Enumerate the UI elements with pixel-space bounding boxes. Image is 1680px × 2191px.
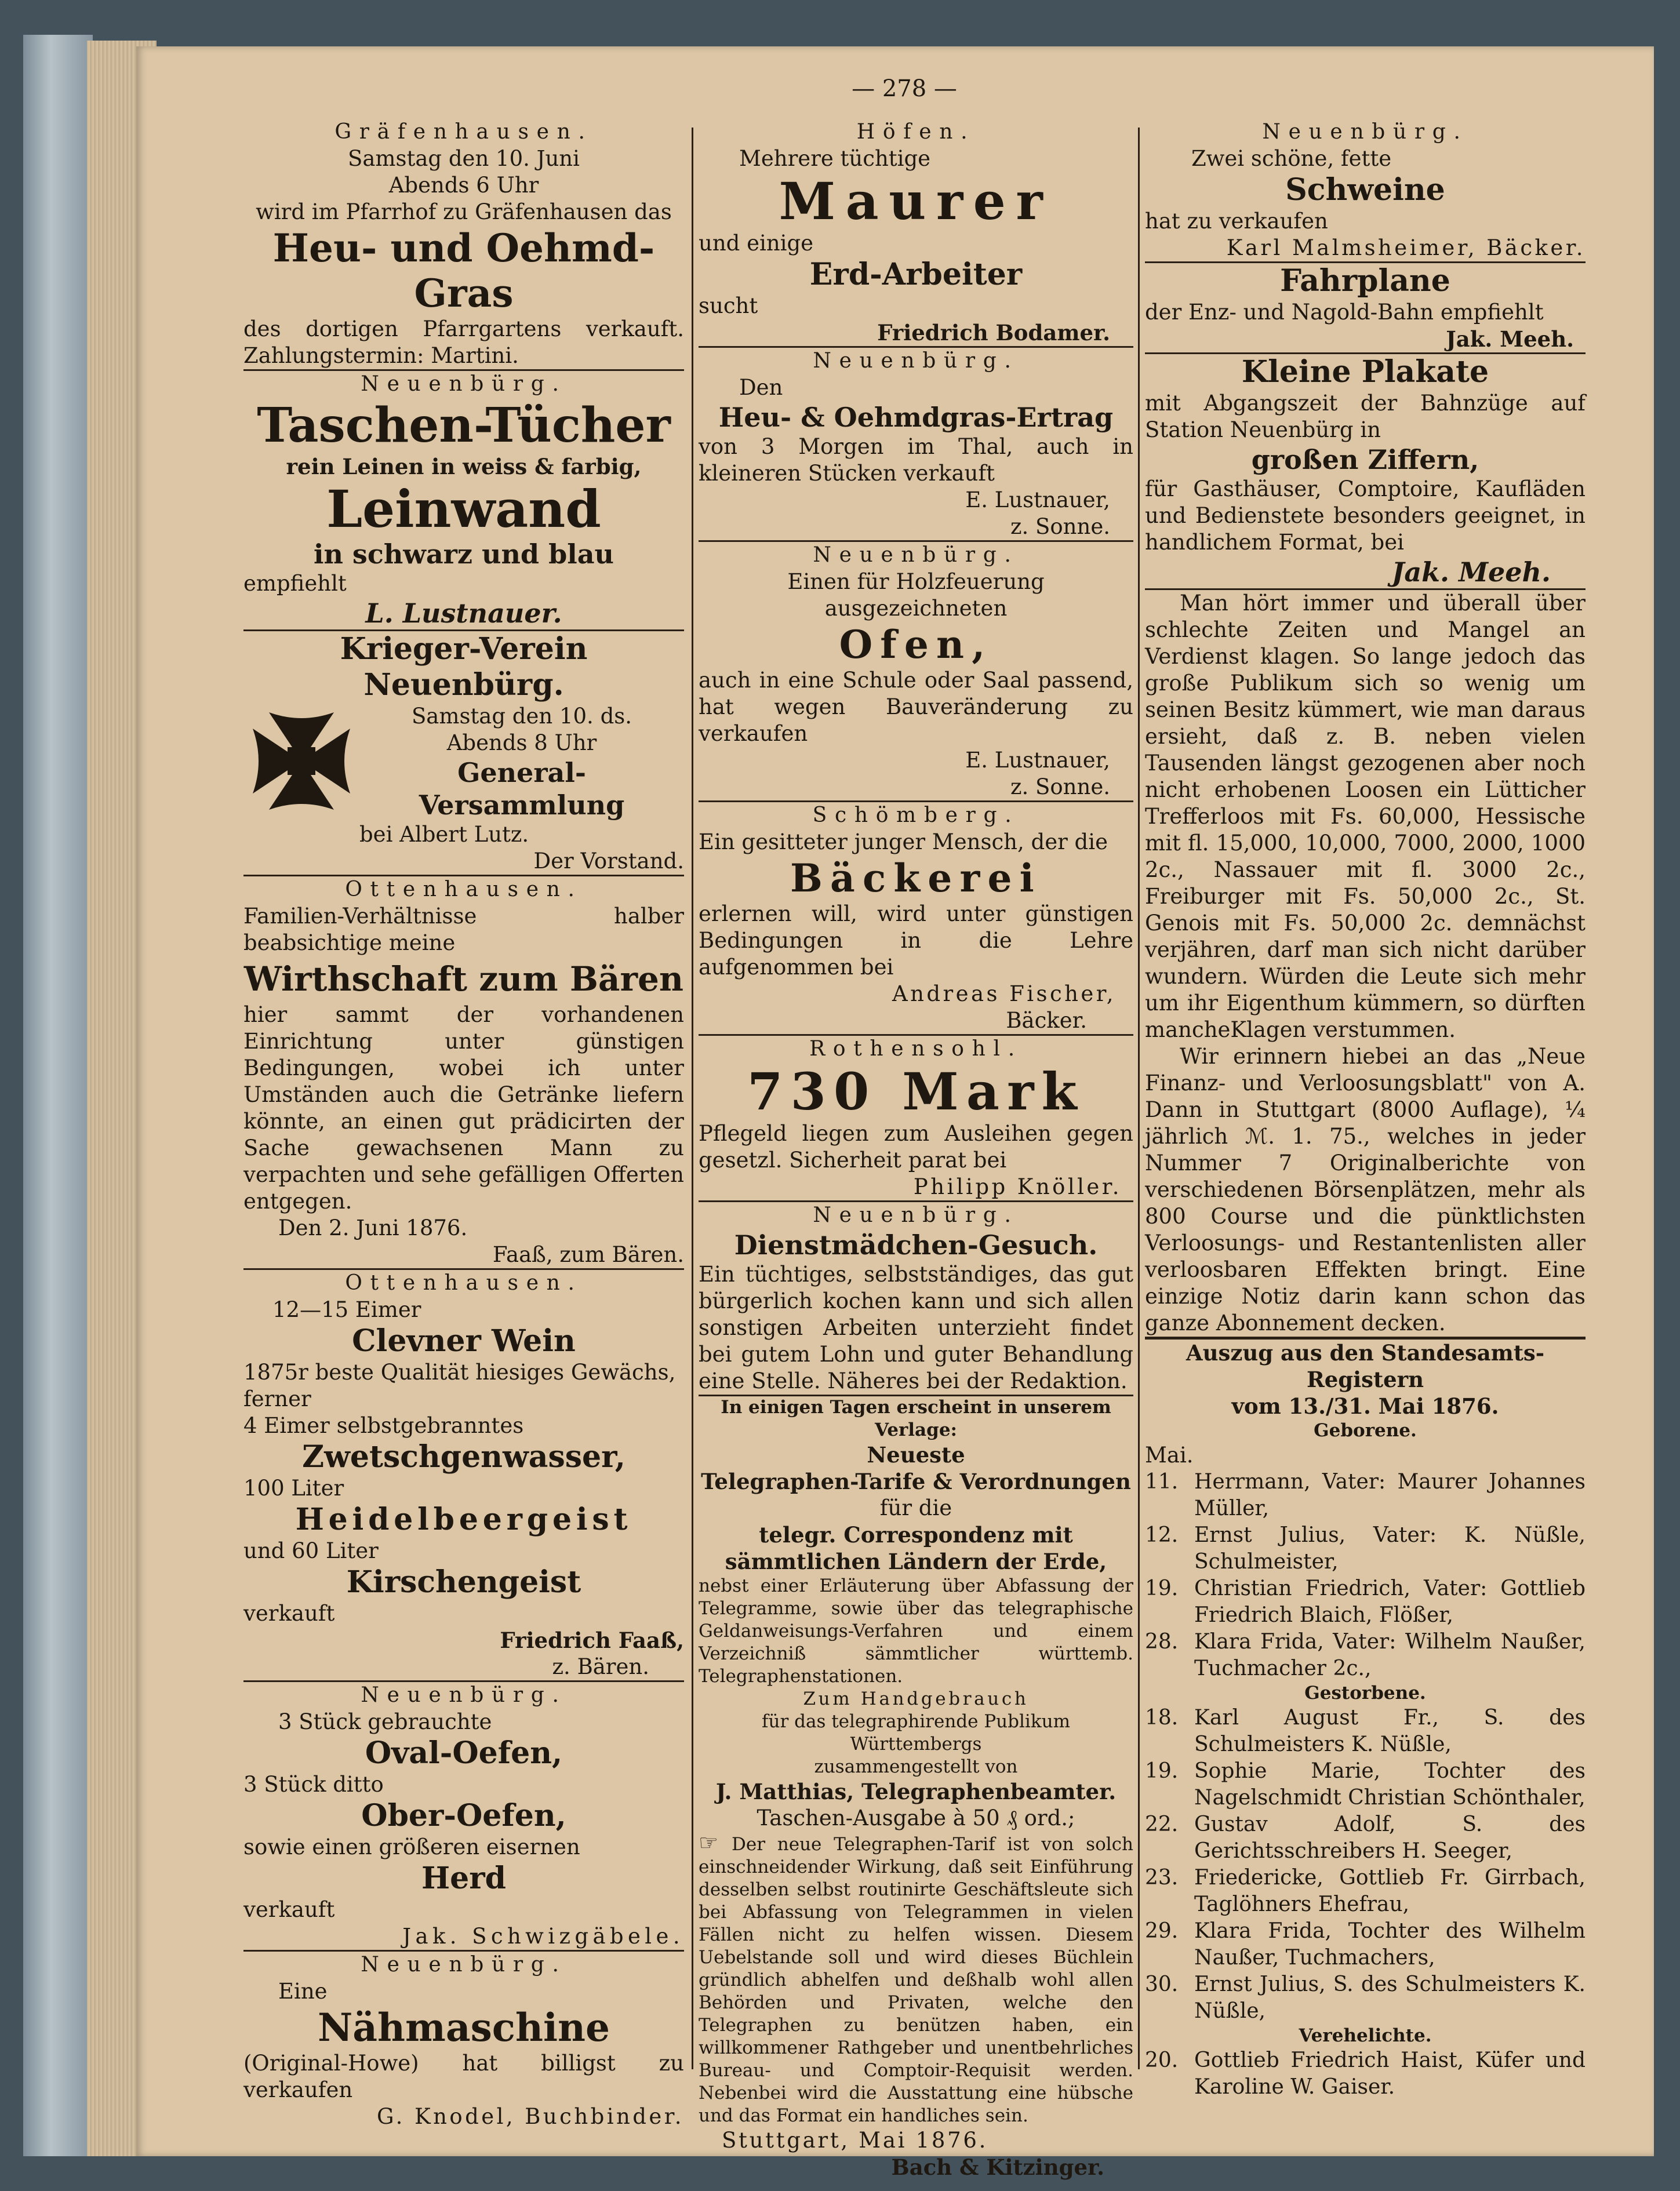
register-month: Mai. (1145, 1443, 1194, 1468)
ad-item: Herd (421, 1861, 506, 1896)
ad-signature: Jak. Meeh. (1391, 556, 1551, 588)
ad-graefenhausen (243, 119, 684, 369)
ad-schweine (1145, 119, 1586, 261)
ad-item: Dienstmädchen-Gesuch. (734, 1229, 1098, 1261)
ad-quantity: 100 Liter (243, 1476, 344, 1501)
ad-date: Samstag den 10. ds. (411, 704, 632, 729)
ad-place: Neuenbürg. (813, 543, 1019, 567)
ad-signature: z. Sonne. (1010, 514, 1110, 539)
ad-pre: Den (739, 375, 783, 400)
ad-date: Stuttgart, Mai 1876. (722, 2128, 988, 2153)
ad-item: Leinwand (326, 479, 601, 539)
column-middle (699, 119, 1133, 2181)
register-text: Ernst Julius, Vater: K. Nüßle, Schulmeister, (1194, 1523, 1586, 1574)
register-heading: Gestorbene. (1304, 1683, 1426, 1704)
ad-wirthschaft (243, 876, 684, 1268)
register-day: 22. (1145, 1813, 1179, 1836)
register-entry (1145, 1758, 1586, 1811)
register-day: 19. (1145, 1577, 1179, 1600)
register-text: Friedericke, Gottlieb Fr. Girrbach, Taglöhners Ehefrau, (1194, 1866, 1586, 1916)
ad-oefen (243, 1682, 684, 1950)
ad-verb: verkauft (243, 1601, 335, 1626)
ad-pre: Eine (278, 1979, 328, 2004)
register-entry (1145, 2047, 1586, 2101)
ad-maurer (699, 119, 1133, 346)
register-text: Karl August Fr., S. des Schulmeisters K. Nüßle, (1194, 1706, 1586, 1756)
ad-line: Mehrere tüchtige (739, 146, 931, 171)
ad-place: Gräfenhausen. (334, 120, 593, 144)
ad-text: des dortigen Pfarrgartens verkauft. Zahlungstermin: Martini. (243, 316, 684, 368)
ad-signature: Jak. Schwizgäbele. (402, 1924, 684, 1949)
register-born-list (1145, 1469, 1586, 1682)
book-spine (23, 35, 93, 2156)
ad-author: J. Matthias, Telegraphenbeamter. (715, 1779, 1117, 1804)
register-day: 12. (1145, 1523, 1179, 1547)
ad-line: mit Abgangszeit der Bahnzüge auf Station Neuenbürg in (1145, 391, 1586, 442)
ad-line: Neueste (867, 1442, 965, 1468)
ad-text: von 3 Morgen im Thal, auch in kleineren Stücken verkauft (699, 434, 1133, 486)
ad-baeckerei (699, 802, 1133, 1034)
column-right (1145, 119, 1586, 2101)
ad-signature: Philipp Knöller. (913, 1174, 1122, 1199)
register-day: 30. (1145, 1972, 1179, 1996)
ad-heu-oehmdgras (699, 348, 1133, 540)
ad-text: erlernen will, wird unter günstigen Bedingungen in die Lehre aufgenommen bei (699, 901, 1133, 980)
ad-item: Zwetschgenwasser, (302, 1439, 626, 1475)
register-entry (1145, 1575, 1586, 1629)
ad-item: Ober-Oefen, (361, 1798, 566, 1833)
register-entry (1145, 1629, 1586, 1682)
ad-signature: z. Bären. (552, 1654, 649, 1679)
ad-signature: Friedrich Bodamer. (877, 320, 1110, 345)
ad-item: Schweine (1285, 172, 1445, 208)
ad-place: Neuenbürg. (1262, 120, 1468, 144)
ad-place: Neuenbürg. (813, 349, 1019, 373)
ad-item: Fahrplane (1280, 263, 1450, 299)
ad-ofen (699, 542, 1133, 800)
register-entry (1145, 1918, 1586, 1971)
ad-naehmaschine (243, 1952, 684, 2130)
ad-notice-text: Der neue Telegraphen-Tarif ist von solch einschneidender Wirkung, daß seit Einführung desselben selbst routinirte Geschäftsleute sich bei Abfassung von Telegrammen in vielen Fällen nicht zu helfen wissen. Diesem Uebelstande soll und wird dieses Büchlein gründlich abhelfen und deßhalb wohl allen Behörden und Privaten, welche den Telegraphen zu benützen haben, ein willkommener Rathgeber und unentbehrliches Bureau- und Comptoir-Requisit werden. Nebenbei wird die Ausstattung eine hübsche und das Format ein handliches sein. (699, 1834, 1133, 2126)
ad-quantity: und 60 Liter (243, 1538, 379, 1563)
ad-line: für das telegraphirende Publikum Württembergs (762, 1711, 1070, 1755)
ad-item: großen Ziffern, (1251, 444, 1479, 475)
ad-dienstmaedchen (699, 1202, 1133, 1395)
ad-price: Taschen-Ausgabe à 50 ₰ ord.; (757, 1806, 1075, 1830)
register-text: Gustav Adolf, S. des Gerichtsschreibers H. Seeger, (1194, 1813, 1586, 1863)
ad-verb: sucht (699, 293, 758, 318)
ad-signature: Jak. Meeh. (1446, 326, 1574, 352)
ad-date: Den 2. Juni 1876. (278, 1215, 468, 1240)
ad-text: der Enz- und Nagold-Bahn empfiehlt (1145, 300, 1544, 325)
register-extract (1145, 1340, 1586, 2101)
ad-text: hier sammt der vorhandenen Einrichtung unter günstigen Bedingungen, wobei ich unter Umständen auch die Getränke liefern könnte, an einen gut prädicirten der Sache gewachsenen Mann zu verpachten und sehe gefälligen Offerten entgegen. (243, 1002, 684, 1214)
ad-signature: E. Lustnauer, (965, 487, 1110, 512)
ad-subline: in schwarz und blau (313, 538, 614, 570)
register-entry (1145, 1865, 1586, 1918)
ad-line: wird im Pfarrhof zu Gräfenhausen das (256, 199, 672, 224)
article-loose (1145, 590, 1586, 1337)
ad-line: telegr. Correspondenz mit sämmtlichen Ländern der Erde, (725, 1522, 1107, 1574)
register-heading: Verehelichte. (1299, 2025, 1432, 2046)
column-left (243, 119, 684, 2130)
register-entry (1145, 1469, 1586, 1522)
ad-item: Kirschengeist (346, 1564, 581, 1600)
register-died-list (1145, 1705, 1586, 2025)
ad-signature: Faaß, zum Bären. (492, 1242, 684, 1267)
ad-quantity: 3 Stück ditto (243, 1772, 384, 1797)
ad-line: Zwei schöne, fette (1191, 146, 1392, 171)
ad-text: für Gasthäuser, Comptoire, Kaufläden und Bedienstete besonders geeignet, in handlichem Format, bei (1145, 476, 1586, 555)
register-title: vom 13./31. Mai 1876. (1231, 1393, 1499, 1419)
ad-730-mark (699, 1036, 1133, 1200)
ad-fahrplane (1145, 263, 1586, 352)
register-title: Auszug aus den Standesamts-Registern (1186, 1340, 1545, 1392)
ad-title: Krieger-Verein Neuenbürg. (340, 631, 588, 703)
column-rule-right (1138, 128, 1140, 2069)
ad-item: Heu- & Oehmdgras-Ertrag (718, 402, 1114, 433)
ad-place: Rothensohl. (809, 1037, 1023, 1061)
ad-text: (Original-Howe) hat billigst zu verkaufen (243, 2051, 684, 2102)
ad-text: Ein tüchtiges, selbstständiges, das gut bürgerlich kochen kann und sich allen sonstigen Arbeiten unterzieht findet bei gutem Lohn und guter Behandlung eine Stelle. Näheres bei der Redaktion. (699, 1262, 1133, 1393)
ad-place: Höfen. (856, 120, 976, 144)
ad-signature: G. Knodel, Buchbinder. (376, 2104, 684, 2129)
ad-text: Pflegeld liegen zum Ausleihen gegen gesetzl. Sicherheit parat bei (699, 1121, 1133, 1173)
ad-item: Kleine Plakate (1241, 354, 1489, 390)
ad-place: Ottenhausen. (345, 1271, 583, 1295)
ad-quantity: 3 Stück gebrauchte (278, 1709, 492, 1734)
ad-signature: Friedrich Faaß, (500, 1628, 684, 1653)
register-day: 18. (1145, 1706, 1179, 1730)
ad-location: bei Albert Lutz. (359, 822, 529, 847)
register-text: Ernst Julius, S. des Schulmeisters K. Nüßle, (1194, 1972, 1586, 2023)
ad-line: für die (879, 1495, 952, 1520)
ad-line: und einige (699, 231, 814, 256)
iron-cross-icon (243, 703, 359, 819)
ad-line: 4 Eimer selbstgebranntes (243, 1413, 524, 1438)
ad-line: 1875r beste Qualität hiesiges Gewächs, (243, 1360, 676, 1385)
ad-item: Heidelbeergeist (295, 1502, 632, 1537)
ad-telegraphen-tarife (699, 1396, 1133, 2181)
ad-line: ferner (243, 1386, 311, 1411)
register-text: Gottlieb Friedrich Haist, Küfer und Karoline W. Gaiser. (1194, 2048, 1586, 2099)
ad-line: Einen für Holzfeuerung ausgezeichneten (787, 569, 1045, 621)
ad-item: Nähmaschine (317, 2005, 610, 2050)
column-rule-left (692, 128, 693, 2069)
ad-item: Wirthschaft zum Bären (243, 959, 684, 999)
ad-title: Telegraphen-Tarife & Verordnungen (701, 1469, 1131, 1494)
article-paragraph: Man hört immer und überall über schlechte Zeiten und Mangel an Verdienst klagen. So lange jedoch das große Publikum sich so wenig um seinen Besitz kümmert, wie man daraus ersieht, daß z. B. neben vielen Tausenden längst gezogenen aber noch nicht erhobenen Loosen ein Lütticher Trefferloos mit Fs. 60,000, Hessische mit fl. 15,000, 10,000, 7000, 2000, 1000 2c., Nassauer mit fl. 3000 2c., Freiburger mit Fs. 50,000 2c., St. Genois mit Fs. 50,000 2c. demnächst verjähren, darf man sich nicht darüber wundern. Würden die Leute sich mehr um ihr Eigenthum kümmern, so dürften mancheKlagen verstummen. (1145, 591, 1586, 1042)
ad-item: Maurer (779, 171, 1053, 231)
ad-item: Heu- und Oehmd-Gras (272, 225, 655, 316)
ad-line: zusammengestellt von (814, 1756, 1018, 1777)
ad-line: hat zu verkaufen (1145, 209, 1328, 234)
ad-place: Schömberg. (812, 803, 1020, 827)
ad-signature: L. Lustnauer. (365, 598, 562, 629)
ad-line: Zum Handgebrauch (803, 1688, 1029, 1709)
ad-signature: Andreas Fischer, (892, 981, 1116, 1006)
ad-place: Neuenbürg. (361, 372, 567, 396)
ad-intro: In einigen Tagen erscheint in unserem Verlage: (721, 1397, 1111, 1440)
ad-notice (699, 1832, 1133, 2127)
ad-lustnauer (243, 371, 684, 629)
register-entry (1145, 1811, 1586, 1865)
ad-place: Neuenbürg. (813, 1203, 1019, 1227)
ad-event: General-Versammlung (419, 757, 625, 821)
pointing-hand-icon: ☞ (699, 1830, 732, 1855)
ad-item: Taschen-Tücher (257, 398, 671, 453)
ad-item: Clevner Wein (352, 1323, 576, 1359)
ad-item: 730 Mark (747, 1061, 1085, 1122)
ad-signature: Bäcker. (1006, 1008, 1087, 1033)
ad-subline: rein Leinen in weiss & farbig, (286, 454, 642, 479)
register-day: 11. (1145, 1470, 1179, 1494)
article-paragraph: Wir erinnern hiebei an das „Neue Finanz- und Verloosungsblatt" von A. Dann in Stuttgart (8000 Auflage), ¼ jährlich ℳ. 1. 75., welches in jeder Nummer 7 Originalberichte von verschiedenen Börsenplätzen, mehr als 800 Course und die pünktlichsten Verloosungs- und Restantenlisten aller verloosbaren Effekten bringt. Eine einzige Notiz darin kann schon das ganze Abonnement decken. (1145, 1044, 1586, 1335)
ad-item: Erd-Arbeiter (809, 257, 1023, 292)
ad-line: sowie einen größeren eisernen (243, 1835, 580, 1859)
register-text: Herrmann, Vater: Maurer Johannes Müller, (1194, 1470, 1586, 1520)
ad-intro: Familien-Verhältnisse halber beabsichtige meine (243, 904, 684, 955)
ad-signature: Der Vorstand. (533, 849, 684, 874)
register-text: Christian Friedrich, Vater: Gottlieb Friedrich Blaich, Flößer, (1194, 1577, 1586, 1627)
ad-place: Neuenbürg. (361, 1683, 567, 1707)
ad-item: Ofen, (839, 622, 993, 667)
register-day: 19. (1145, 1759, 1179, 1783)
ad-spirits (243, 1270, 684, 1680)
ad-recommend: empfiehlt (243, 571, 347, 596)
ad-place: Ottenhausen. (345, 878, 583, 901)
ad-item: Oval-Oefen, (365, 1735, 563, 1771)
ad-signature: E. Lustnauer, (965, 748, 1110, 773)
register-text: Sophie Marie, Tochter des Nagelschmidt Christian Schönthaler, (1194, 1759, 1586, 1810)
register-day: 23. (1145, 1866, 1179, 1890)
ad-verb: verkauft (243, 1897, 335, 1922)
ad-plakate (1145, 354, 1586, 588)
ad-place: Neuenbürg. (361, 1953, 567, 1977)
ad-text: auch in eine Schule oder Saal passend, hat wegen Bauveränderung zu verkaufen (699, 668, 1133, 746)
register-entry (1145, 1705, 1586, 1758)
ad-time: Abends 8 Uhr (446, 730, 597, 755)
register-text: Klara Frida, Tochter des Wilhelm Naußer, Tuchmachers, (1194, 1919, 1586, 1970)
ad-krieger-verein (243, 631, 684, 875)
ad-signature: Karl Malmsheimer, Bäcker. (1226, 235, 1586, 260)
ad-line: Ein gesitteter junger Mensch, der die (699, 829, 1108, 854)
register-entry (1145, 1522, 1586, 1575)
page-number: — 278 — (852, 75, 957, 102)
register-day: 29. (1145, 1919, 1179, 1943)
ad-date: Samstag den 10. Juni (348, 146, 580, 171)
ad-description: nebst einer Erläuterung über Abfassung der Telegramme, sowie über das telegraphische Geldanweisungs-Verfahren und einem Verzeichniß sämmtlicher württemb. Telegraphenstationen. (699, 1575, 1133, 1687)
ad-signature: z. Sonne. (1010, 774, 1110, 799)
register-text: Klara Frida, Vater: Wilhelm Naußer, Tuchmacher 2c., (1194, 1630, 1586, 1680)
register-entry (1145, 1971, 1586, 2025)
ad-time: Abends 6 Uhr (388, 173, 539, 198)
ad-item: Bäckerei (790, 856, 1042, 901)
register-day: 28. (1145, 1630, 1179, 1654)
register-heading: Geborene. (1314, 1420, 1417, 1441)
ad-signature: Bach & Kitzinger. (891, 2154, 1104, 2180)
register-married-list (1145, 2047, 1586, 2101)
ad-quantity: 12—15 Eimer (272, 1297, 421, 1322)
register-day: 20. (1145, 2048, 1179, 2072)
